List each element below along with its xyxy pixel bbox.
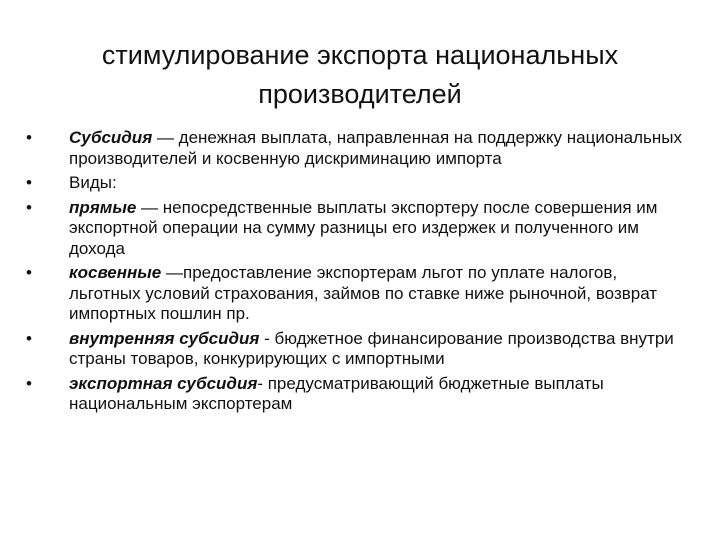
list-item: [26, 198, 686, 260]
bullet-term: Субсидия: [69, 128, 153, 147]
bullet-list: [26, 128, 686, 419]
list-item: [26, 329, 686, 370]
bullet-text: — денежная выплата, направленная на поддержку национальных производителей и косвенную дискриминацию импорта: [69, 128, 682, 168]
bullet-icon: •: [26, 197, 32, 217]
bullet-icon: •: [26, 328, 32, 348]
bullet-text: Виды:: [69, 173, 117, 192]
slide-title: стимулирование экспорта национальных производителей: [101, 40, 619, 109]
bullet-text: - бюджетное финансирование производства внутри страны товаров, конкурирующих с импортными: [69, 328, 674, 368]
list-item: [26, 173, 686, 194]
bullet-icon: •: [26, 373, 32, 393]
list-item: [26, 374, 686, 415]
bullet-term: прямые: [69, 197, 137, 217]
bullet-icon: •: [26, 263, 32, 282]
bullet-text: - предусматривающий бюджетные выплаты национальным экспортерам: [69, 373, 604, 413]
bullet-text: — непосредственные выплаты экспортеру после совершения им экспортной операции на сумму разницы его издержек и полученного им дохода: [69, 197, 658, 258]
bullet-icon: •: [26, 128, 32, 147]
bullet-text: —предоставление экспортерам льгот по уплате налогов, льготных условий страхования, займов по ставке ниже рыночной, возврат импортных пошлин пр.: [69, 263, 658, 323]
bullet-term: внутренняя субсидия: [69, 328, 260, 348]
list-item: [26, 128, 686, 169]
bullet-term: косвенные: [69, 263, 162, 282]
list-item: [26, 263, 686, 325]
bullet-icon: •: [26, 173, 32, 192]
bullet-term: экспортная субсидия: [69, 373, 258, 393]
